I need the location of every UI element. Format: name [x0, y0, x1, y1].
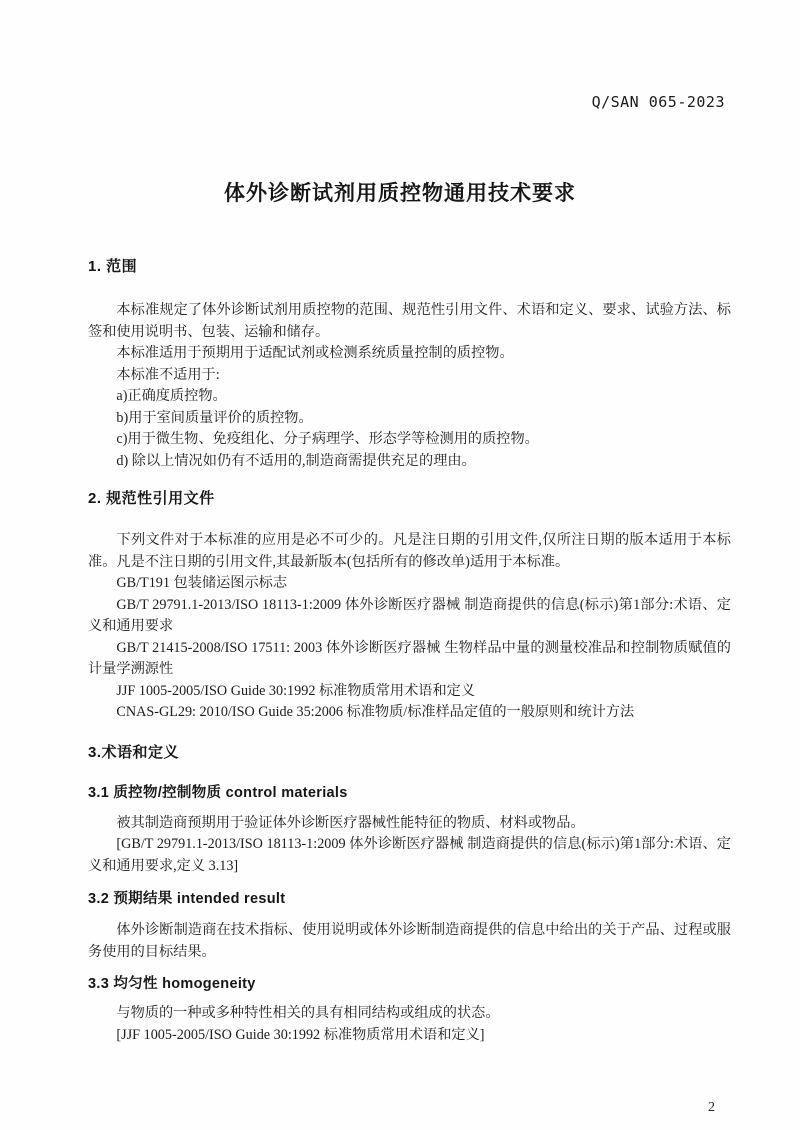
paragraph: 本标准适用于预期用于适配试剂或检测系统质量控制的质控物。	[116, 345, 514, 361]
reference-entry: GB/T 21415-2008/ISO 17511: 2003 体外诊断医疗器械 生物样品中量的测量校准品和控制物质赋值的计量学溯源性	[88, 639, 731, 677]
paragraph: 体外诊断制造商在技术指标、使用说明或体外诊断制造商提供的信息中给出的关于产品、过程或服务使用的目标结果。	[88, 922, 731, 960]
paragraph: 与物质的一种或多种特性相关的具有相同结构或组成的状态。	[116, 1005, 500, 1021]
list-item-d: d) 除以上情况如仍有不适用的,制造商需提供充足的理由。	[116, 452, 476, 469]
citation: [JJF 1005-2005/ISO Guide 30:1992 标准物质常用术语和定义]	[116, 1026, 485, 1043]
paragraph: 被其制造商预期用于验证体外诊断医疗器械性能特征的物质、材料或物品。	[116, 814, 585, 831]
document-code: Q/SAN 065-2023	[591, 93, 725, 111]
reference-entry: GB/T 29791.1-2013/ISO 18113-1:2009 体外诊断医疗器械 制造商提供的信息(标示)第1部分:术语、定义和通用要求	[88, 596, 731, 634]
list-item-c: c)用于微生物、免疫组化、分子病理学、形态学等检测用的质控物。	[116, 431, 539, 447]
document-title: 体外诊断试剂用质控物通用技术要求	[224, 182, 576, 205]
list-item-a: a)正确度质控物。	[116, 388, 227, 404]
reference-entry: GB/T191 包装储运图示标志	[116, 575, 288, 591]
term-heading-3-1: 3.1 质控物/控制物质 control materials	[88, 784, 348, 801]
citation: [GB/T 29791.1-2013/ISO 18113-1:2009 体外诊断医疗器械 制造商提供的信息(标示)第1部分:术语、定义和通用要求,定义 3.13]	[88, 836, 731, 874]
reference-entry: JJF 1005-2005/ISO Guide 30:1992 标准物质常用术语和定义	[116, 682, 476, 699]
term-heading-3-2: 3.2 预期结果 intended result	[88, 891, 286, 907]
document-body	[88, 0, 731, 1046]
reference-entry: CNAS-GL29: 2010/ISO Guide 35:2006 标准物质/标准样品定值的一般原则和统计方法	[116, 704, 635, 720]
paragraph: 本标准不适用于:	[116, 366, 220, 383]
paragraph: 本标准规定了体外诊断试剂用质控物的范围、规范性引用文件、术语和定义、要求、试验方法、标签和使用说明书、包装、运输和储存。	[88, 302, 731, 340]
term-heading-3-3: 3.3 均匀性 homogeneity	[88, 976, 256, 992]
section-heading-2: 2. 规范性引用文件	[88, 490, 215, 507]
page-number: 2	[708, 1100, 715, 1115]
paragraph: 下列文件对于本标准的应用是必不可少的。凡是注日期的引用文件,仅所注日期的版本适用于本标准。凡是不注日期的引用文件,其最新版本(包括所有的修改单)适用于本标准。	[88, 532, 731, 570]
section-heading-3: 3.术语和定义	[88, 743, 180, 761]
section-heading-1: 1. 范围	[88, 258, 138, 275]
list-item-b: b)用于室间质量评价的质控物。	[116, 409, 313, 426]
